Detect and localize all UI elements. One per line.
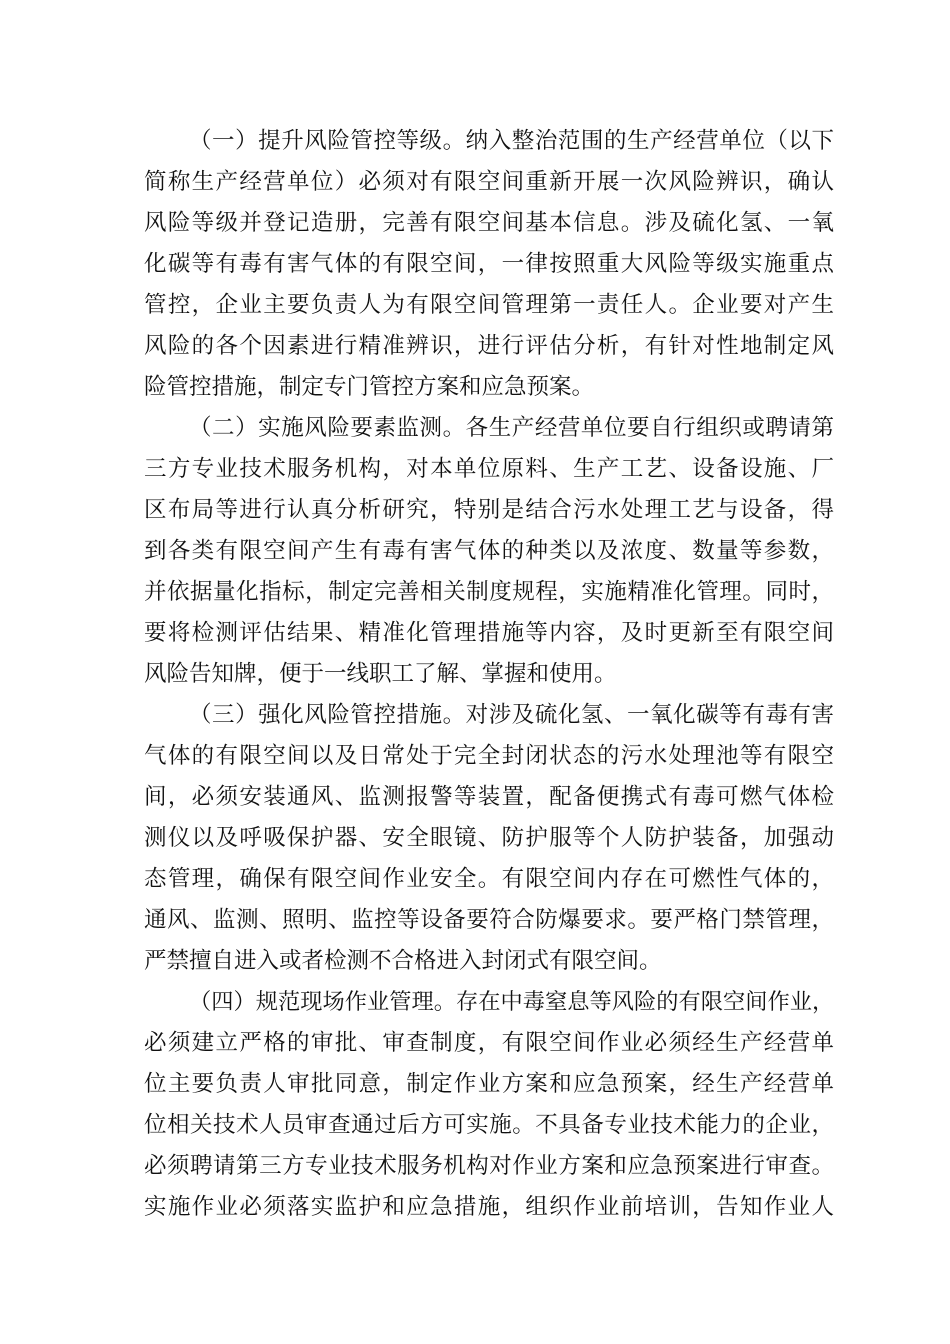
paragraph-line: 化碳等有毒有害气体的有限空间，一律按照重大风险等级实施重点 bbox=[144, 251, 834, 277]
paragraph-line: 气体的有限空间以及日常处于完全封闭状态的污水处理池等有限空 bbox=[144, 743, 834, 769]
paragraph-line: 态管理，确保有限空间作业安全。有限空间内存在可燃性气体的， bbox=[144, 866, 834, 892]
paragraph-line: 三方专业技术服务机构，对本单位原料、生产工艺、设备设施、厂 bbox=[144, 456, 834, 482]
paragraph-line: 必须建立严格的审批、审查制度，有限空间作业必须经生产经营单 bbox=[144, 1030, 834, 1056]
paragraph-line: 通风、监测、照明、监控等设备要符合防爆要求。要严格门禁管理， bbox=[144, 907, 834, 933]
paragraph-line: 风险等级并登记造册，完善有限空间基本信息。涉及硫化氢、一氧 bbox=[144, 210, 834, 236]
paragraph-line: 实施作业必须落实监护和应急措施，组织作业前培训，告知作业人 bbox=[144, 1194, 834, 1220]
paragraph-line: 要将检测评估结果、精准化管理措施等内容，及时更新至有限空间 bbox=[144, 620, 834, 646]
paragraph-line: 位相关技术人员审查通过后方可实施。不具备专业技术能力的企业， bbox=[144, 1112, 834, 1138]
paragraph-first-line: （二）实施风险要素监测。各生产经营单位要自行组织或聘请第 bbox=[189, 415, 834, 441]
paragraph-first-line: （一）提升风险管控等级。纳入整治范围的生产经营单位（以下 bbox=[189, 128, 834, 154]
paragraph-line: 位主要负责人审批同意，制定作业方案和应急预案，经生产经营单 bbox=[144, 1071, 834, 1097]
paragraph-line: 管控，企业主要负责人为有限空间管理第一责任人。企业要对产生 bbox=[144, 292, 834, 318]
paragraph-first-line: （四）规范现场作业管理。存在中毒窒息等风险的有限空间作业， bbox=[189, 989, 835, 1015]
paragraph-line: 区布局等进行认真分析研究，特别是结合污水处理工艺与设备，得 bbox=[144, 497, 834, 523]
paragraph-line: 简称生产经营单位）必须对有限空间重新开展一次风险辨识，确认 bbox=[144, 169, 834, 195]
paragraph-line: 并依据量化指标，制定完善相关制度规程，实施精准化管理。同时， bbox=[144, 579, 834, 605]
paragraph-line: 间，必须安装通风、监测报警等装置，配备便携式有毒可燃气体检 bbox=[144, 784, 834, 810]
paragraph-line: 风险的各个因素进行精准辨识，进行评估分析，有针对性地制定风 bbox=[144, 333, 834, 359]
paragraph-line: 风险告知牌，便于一线职工了解、掌握和使用。 bbox=[144, 661, 617, 687]
document-body bbox=[144, 121, 834, 1228]
paragraph-line: 必须聘请第三方专业技术服务机构对作业方案和应急预案进行审查。 bbox=[144, 1153, 834, 1179]
paragraph-line: 严禁擅自进入或者检测不合格进入封闭式有限空间。 bbox=[144, 948, 662, 974]
paragraph-first-line: （三）强化风险管控措施。对涉及硫化氢、一氧化碳等有毒有害 bbox=[189, 702, 834, 728]
paragraph-line: 险管控措施，制定专门管控方案和应急预案。 bbox=[144, 374, 595, 400]
paragraph-line: 到各类有限空间产生有毒有害气体的种类以及浓度、数量等参数， bbox=[144, 538, 834, 564]
paragraph-line: 测仪以及呼吸保护器、安全眼镜、防护服等个人防护装备，加强动 bbox=[144, 825, 834, 851]
